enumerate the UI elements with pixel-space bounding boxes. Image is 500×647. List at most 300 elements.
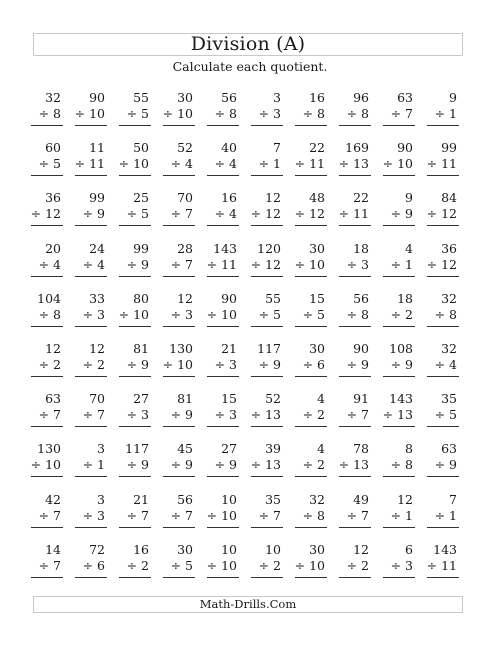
divisor: ÷ 7	[170, 507, 193, 523]
division-problem	[26, 191, 70, 241]
dividend: 45	[177, 441, 193, 457]
divisor: ÷ 4	[82, 256, 105, 272]
division-problem	[70, 191, 114, 241]
answer-line	[251, 527, 283, 528]
dividend: 49	[353, 491, 369, 507]
dividend: 30	[177, 90, 193, 105]
dividend: 7	[449, 491, 457, 507]
answer-line	[31, 426, 63, 427]
answer-line	[31, 326, 63, 327]
dividend: 24	[89, 240, 105, 256]
answer-line	[163, 326, 195, 327]
dividend: 8	[405, 441, 413, 457]
answer-line	[383, 276, 415, 277]
dividend: 169	[345, 140, 369, 156]
answer-line	[339, 577, 371, 578]
divisor: ÷ 9	[434, 457, 457, 473]
divisor: ÷ 12	[426, 256, 457, 272]
divisor: ÷ 10	[74, 106, 105, 121]
dividend: 30	[309, 541, 325, 557]
answer-line	[251, 276, 283, 277]
division-problem	[422, 392, 466, 442]
divisor: ÷ 9	[126, 256, 149, 272]
divisor: ÷ 7	[170, 206, 193, 222]
divisor: ÷ 9	[390, 356, 413, 372]
divisor: ÷ 10	[206, 557, 237, 573]
answer-line	[427, 276, 459, 277]
dividend: 40	[221, 140, 237, 156]
answer-line	[31, 577, 63, 578]
division-problem	[70, 493, 114, 543]
division-problem	[378, 543, 422, 593]
divisor: ÷ 7	[38, 557, 61, 573]
dividend: 36	[441, 240, 457, 256]
answer-line	[251, 476, 283, 477]
division-problem	[378, 442, 422, 492]
dividend: 16	[133, 541, 149, 557]
divisor: ÷ 10	[206, 507, 237, 523]
division-problem	[158, 191, 202, 241]
division-problem	[26, 242, 70, 292]
dividend: 48	[309, 190, 325, 206]
answer-line	[163, 476, 195, 477]
dividend: 130	[37, 441, 61, 457]
dividend: 55	[133, 90, 149, 105]
divisor: ÷ 8	[390, 457, 413, 473]
division-problem	[70, 442, 114, 492]
division-problem	[114, 242, 158, 292]
divisor: ÷ 11	[426, 557, 457, 573]
answer-line	[427, 125, 459, 126]
dividend: 21	[221, 340, 237, 356]
division-problem	[158, 392, 202, 442]
answer-line	[207, 527, 239, 528]
divisor: ÷ 8	[38, 106, 61, 121]
divisor: ÷ 2	[82, 356, 105, 372]
answer-line	[75, 376, 107, 377]
divisor: ÷ 12	[30, 206, 61, 222]
answer-line	[75, 225, 107, 226]
division-problem	[70, 392, 114, 442]
dividend: 42	[45, 491, 61, 507]
dividend: 70	[89, 391, 105, 407]
divisor: ÷ 3	[126, 407, 149, 423]
answer-line	[383, 527, 415, 528]
division-problem	[246, 292, 290, 342]
dividend: 99	[89, 190, 105, 206]
division-problem	[158, 141, 202, 191]
dividend: 56	[221, 90, 237, 105]
answer-line	[207, 276, 239, 277]
answer-line	[251, 125, 283, 126]
answer-line	[339, 476, 371, 477]
dividend: 4	[317, 391, 325, 407]
division-problem	[70, 342, 114, 392]
divisor: ÷ 1	[390, 256, 413, 272]
division-problem	[422, 493, 466, 543]
answer-line	[427, 577, 459, 578]
answer-line	[75, 527, 107, 528]
division-problem	[290, 292, 334, 342]
dividend: 12	[177, 290, 193, 306]
division-problem	[246, 242, 290, 292]
answer-line	[31, 376, 63, 377]
division-problem	[290, 342, 334, 392]
dividend: 90	[397, 140, 413, 156]
answer-line	[251, 225, 283, 226]
divisor: ÷ 5	[126, 206, 149, 222]
answer-line	[383, 225, 415, 226]
answer-line	[427, 175, 459, 176]
divisor: ÷ 9	[346, 356, 369, 372]
answer-line	[339, 326, 371, 327]
answer-line	[163, 175, 195, 176]
divisor: ÷ 7	[170, 256, 193, 272]
dividend: 18	[397, 290, 413, 306]
division-problem	[334, 442, 378, 492]
division-problem	[334, 91, 378, 141]
dividend: 108	[389, 340, 413, 356]
answer-line	[295, 125, 327, 126]
division-problem	[202, 91, 246, 141]
divisor: ÷ 13	[250, 407, 281, 423]
division-problem	[334, 141, 378, 191]
answer-line	[207, 225, 239, 226]
dividend: 60	[45, 140, 61, 156]
dividend: 63	[45, 391, 61, 407]
answer-line	[383, 175, 415, 176]
answer-line	[207, 476, 239, 477]
divisor: ÷ 12	[250, 206, 281, 222]
division-problem	[26, 543, 70, 593]
dividend: 72	[89, 541, 105, 557]
division-problem	[422, 141, 466, 191]
divisor: ÷ 7	[346, 407, 369, 423]
dividend: 27	[133, 391, 149, 407]
dividend: 32	[441, 340, 457, 356]
dividend: 35	[441, 391, 457, 407]
divisor: ÷ 13	[250, 457, 281, 473]
division-problem	[114, 292, 158, 342]
divisor: ÷ 11	[338, 206, 369, 222]
dividend: 56	[177, 491, 193, 507]
dividend: 6	[405, 541, 413, 557]
answer-line	[31, 225, 63, 226]
dividend: 22	[309, 140, 325, 156]
division-problem	[26, 342, 70, 392]
division-problem	[334, 543, 378, 593]
division-problem	[290, 392, 334, 442]
answer-line	[295, 175, 327, 176]
answer-line	[163, 276, 195, 277]
dividend: 90	[353, 340, 369, 356]
dividend: 22	[353, 190, 369, 206]
answer-line	[163, 225, 195, 226]
divisor: ÷ 5	[126, 106, 149, 121]
divisor: ÷ 9	[214, 457, 237, 473]
answer-line	[383, 125, 415, 126]
dividend: 32	[45, 90, 61, 105]
dividend: 30	[309, 240, 325, 256]
divisor: ÷ 7	[38, 407, 61, 423]
divisor: ÷ 10	[294, 557, 325, 573]
divisor: ÷ 8	[434, 306, 457, 322]
division-problem	[202, 442, 246, 492]
dividend: 10	[221, 491, 237, 507]
divisor: ÷ 3	[390, 557, 413, 573]
divisor: ÷ 7	[390, 106, 413, 121]
divisor: ÷ 3	[214, 407, 237, 423]
answer-line	[163, 527, 195, 528]
answer-line	[207, 175, 239, 176]
divisor: ÷ 11	[74, 156, 105, 172]
divisor: ÷ 12	[426, 206, 457, 222]
divisor: ÷ 2	[346, 557, 369, 573]
divisor: ÷ 7	[38, 507, 61, 523]
dividend: 30	[177, 541, 193, 557]
dividend: 12	[45, 340, 61, 356]
division-problem	[422, 292, 466, 342]
divisor: ÷ 5	[38, 156, 61, 172]
answer-line	[119, 376, 151, 377]
division-problem	[246, 342, 290, 392]
dividend: 15	[221, 391, 237, 407]
answer-line	[251, 426, 283, 427]
division-problem	[422, 342, 466, 392]
division-problem	[158, 442, 202, 492]
divisor: ÷ 8	[302, 507, 325, 523]
dividend: 117	[257, 340, 281, 356]
divisor: ÷ 1	[258, 156, 281, 172]
division-problem	[334, 493, 378, 543]
dividend: 3	[97, 441, 105, 457]
answer-line	[119, 276, 151, 277]
dividend: 99	[441, 140, 457, 156]
answer-line	[75, 175, 107, 176]
answer-line	[75, 476, 107, 477]
division-problem	[334, 342, 378, 392]
divisor: ÷ 10	[206, 306, 237, 322]
division-problem	[334, 292, 378, 342]
answer-line	[383, 577, 415, 578]
dividend: 9	[449, 90, 457, 105]
dividend: 11	[89, 140, 105, 156]
divisor: ÷ 4	[214, 206, 237, 222]
dividend: 21	[133, 491, 149, 507]
footer-text: Math-Drills.Com	[199, 596, 297, 611]
division-problem	[422, 242, 466, 292]
divisor: ÷ 6	[302, 356, 325, 372]
division-problem	[26, 493, 70, 543]
answer-line	[339, 125, 371, 126]
division-problem	[26, 91, 70, 141]
divisor: ÷ 5	[258, 306, 281, 322]
division-problem	[246, 493, 290, 543]
division-problem	[202, 342, 246, 392]
division-problem	[290, 442, 334, 492]
divisor: ÷ 8	[346, 306, 369, 322]
divisor: ÷ 3	[346, 256, 369, 272]
division-problem	[290, 242, 334, 292]
dividend: 30	[309, 340, 325, 356]
divisor: ÷ 9	[170, 457, 193, 473]
answer-line	[339, 527, 371, 528]
dividend: 117	[125, 441, 149, 457]
answer-line	[31, 276, 63, 277]
dividend: 12	[397, 491, 413, 507]
answer-line	[251, 326, 283, 327]
division-problem	[378, 292, 422, 342]
answer-line	[207, 376, 239, 377]
divisor: ÷ 8	[302, 106, 325, 121]
dividend: 80	[133, 290, 149, 306]
divisor: ÷ 12	[250, 256, 281, 272]
dividend: 15	[309, 290, 325, 306]
answer-line	[295, 225, 327, 226]
division-problem	[378, 91, 422, 141]
division-problem	[202, 543, 246, 593]
division-problem	[246, 191, 290, 241]
answer-line	[119, 175, 151, 176]
answer-line	[163, 577, 195, 578]
dividend: 16	[221, 190, 237, 206]
dividend: 28	[177, 240, 193, 256]
division-problem	[290, 191, 334, 241]
answer-line	[75, 326, 107, 327]
division-problem	[290, 91, 334, 141]
answer-line	[207, 125, 239, 126]
divisor: ÷ 7	[346, 507, 369, 523]
answer-line	[163, 426, 195, 427]
division-problem	[26, 442, 70, 492]
answer-line	[119, 225, 151, 226]
divisor: ÷ 7	[258, 507, 281, 523]
divisor: ÷ 4	[170, 156, 193, 172]
divisor: ÷ 7	[82, 407, 105, 423]
answer-line	[207, 426, 239, 427]
divisor: ÷ 5	[302, 306, 325, 322]
divisor: ÷ 1	[434, 106, 457, 121]
division-problem	[202, 191, 246, 241]
page-title: Division (A)	[190, 33, 306, 55]
division-problem	[378, 242, 422, 292]
dividend: 4	[405, 240, 413, 256]
dividend: 120	[257, 240, 281, 256]
answer-line	[119, 527, 151, 528]
answer-line	[295, 577, 327, 578]
divisor: ÷ 13	[338, 156, 369, 172]
division-problem	[114, 91, 158, 141]
division-problem	[158, 91, 202, 141]
division-problem	[114, 392, 158, 442]
answer-line	[383, 426, 415, 427]
dividend: 9	[405, 190, 413, 206]
answer-line	[339, 276, 371, 277]
division-problem	[378, 191, 422, 241]
division-problem	[422, 91, 466, 141]
answer-line	[427, 326, 459, 327]
dividend: 14	[45, 541, 61, 557]
divisor: ÷ 3	[258, 106, 281, 121]
dividend: 63	[441, 441, 457, 457]
division-problem	[378, 392, 422, 442]
division-problem	[26, 292, 70, 342]
divisor: ÷ 3	[82, 507, 105, 523]
division-problem	[26, 392, 70, 442]
answer-line	[383, 326, 415, 327]
divisor: ÷ 2	[258, 557, 281, 573]
division-problem	[202, 292, 246, 342]
divisor: ÷ 4	[434, 356, 457, 372]
answer-line	[383, 376, 415, 377]
answer-line	[163, 376, 195, 377]
division-problem	[202, 242, 246, 292]
divisor: ÷ 2	[302, 457, 325, 473]
division-problem	[246, 442, 290, 492]
divisor: ÷ 9	[170, 407, 193, 423]
dividend: 27	[221, 441, 237, 457]
answer-line	[295, 426, 327, 427]
division-problem	[114, 342, 158, 392]
answer-line	[339, 225, 371, 226]
divisor: ÷ 1	[390, 507, 413, 523]
answer-line	[295, 276, 327, 277]
answer-line	[295, 326, 327, 327]
answer-line	[339, 175, 371, 176]
dividend: 4	[317, 441, 325, 457]
divisor: ÷ 1	[434, 507, 457, 523]
divisor: ÷ 8	[38, 306, 61, 322]
answer-line	[75, 125, 107, 126]
answer-line	[427, 225, 459, 226]
dividend: 99	[133, 240, 149, 256]
divisor: ÷ 10	[382, 156, 413, 172]
divisor: ÷ 10	[162, 106, 193, 121]
divisor: ÷ 11	[294, 156, 325, 172]
divisor: ÷ 8	[214, 106, 237, 121]
dividend: 81	[133, 340, 149, 356]
division-problem	[334, 392, 378, 442]
answer-line	[31, 476, 63, 477]
division-problem	[202, 392, 246, 442]
answer-line	[75, 577, 107, 578]
division-problem	[158, 242, 202, 292]
divisor: ÷ 11	[206, 256, 237, 272]
dividend: 130	[169, 340, 193, 356]
dividend: 12	[265, 190, 281, 206]
dividend: 81	[177, 391, 193, 407]
division-problem	[246, 141, 290, 191]
dividend: 52	[265, 391, 281, 407]
dividend: 52	[177, 140, 193, 156]
divisor: ÷ 9	[390, 206, 413, 222]
divisor: ÷ 11	[426, 156, 457, 172]
division-problem	[70, 242, 114, 292]
answer-line	[339, 376, 371, 377]
answer-line	[119, 326, 151, 327]
instructions: Calculate each quotient.	[172, 59, 328, 74]
division-problem	[114, 442, 158, 492]
dividend: 3	[97, 491, 105, 507]
answer-line	[295, 476, 327, 477]
division-problem	[246, 91, 290, 141]
dividend: 143	[389, 391, 413, 407]
divisor: ÷ 2	[390, 306, 413, 322]
divisor: ÷ 4	[214, 156, 237, 172]
divisor: ÷ 10	[118, 156, 149, 172]
divisor: ÷ 3	[82, 306, 105, 322]
dividend: 32	[309, 491, 325, 507]
